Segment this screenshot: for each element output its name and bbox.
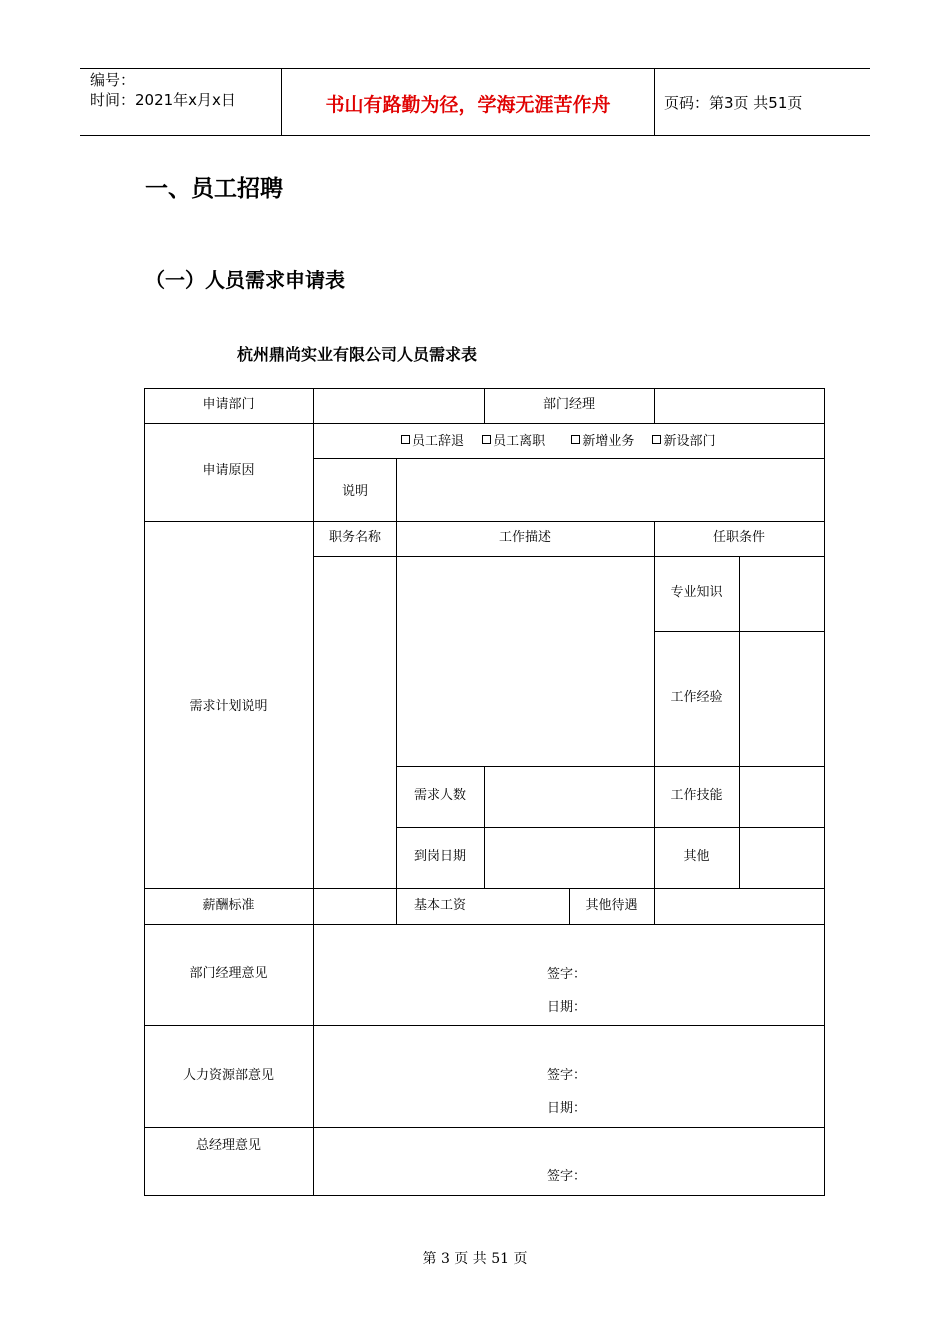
label-job-description: 工作描述	[498, 529, 551, 545]
table-title: 杭州鼎尚实业有限公司人员需求表	[237, 345, 478, 364]
base-salary-field[interactable]	[485, 889, 569, 924]
label-hr-opinion: 人力资源部意见	[182, 1067, 274, 1083]
header-top-rule	[80, 68, 870, 69]
label-base-salary: 基本工资	[413, 897, 466, 913]
requisition-form	[144, 388, 825, 1196]
work-experience-field[interactable]	[740, 632, 824, 766]
label-start-date: 到岗日期	[413, 849, 466, 864]
label-salary-standard: 薪酬标准	[202, 897, 255, 913]
label-dept-manager-opinion: 部门经理意见	[189, 966, 268, 981]
checkbox-icon	[652, 435, 661, 444]
label-qualifications: 任职条件	[712, 529, 765, 545]
header-motto: 书山有路勤为径，学海无涯苦作舟	[325, 94, 611, 116]
reason-option-resignation[interactable]: 员工离职	[482, 430, 545, 449]
subsection-title: （一）人员需求申请表	[145, 268, 345, 292]
page-footer: 第 3 页 共 51 页	[422, 1251, 528, 1267]
label-headcount: 需求人数	[413, 788, 466, 803]
label-job-title: 职务名称	[328, 529, 381, 545]
label-plan-description: 需求计划说明	[189, 699, 268, 714]
label-professional-knowledge: 专业知识	[670, 584, 723, 600]
header-page-info: 页码：第3页 共51页	[664, 94, 803, 112]
section-title: 一、员工招聘	[145, 176, 283, 202]
label-work-skills: 工作技能	[670, 788, 723, 803]
salary-standard-field[interactable]	[314, 889, 396, 924]
professional-knowledge-field[interactable]	[740, 557, 824, 631]
reason-option-new-dept[interactable]: 新设部门	[652, 430, 715, 449]
label-work-experience: 工作经验	[670, 689, 723, 705]
label-other: 其他	[683, 849, 710, 864]
start-date-field[interactable]	[485, 828, 654, 888]
hr-date-label: 日期：	[547, 1101, 587, 1116]
gm-opinion-field[interactable]	[314, 1128, 824, 1195]
other-benefits-field[interactable]	[655, 889, 824, 924]
label-gm-opinion: 总经理意见	[195, 1138, 261, 1153]
job-title-field[interactable]	[314, 557, 396, 888]
hr-sign-label: 签字：	[547, 1068, 587, 1083]
header-divider	[654, 68, 655, 136]
job-description-field[interactable]	[397, 557, 654, 766]
checkbox-icon	[482, 435, 491, 444]
dept-manager-sign-label: 签字：	[547, 967, 587, 982]
gm-sign-label: 签字：	[547, 1169, 587, 1184]
work-skills-field[interactable]	[740, 767, 824, 827]
header-number-label: 编号：	[90, 71, 136, 89]
label-other-benefits: 其他待遇	[585, 897, 638, 913]
dept-manager-date-label: 日期：	[547, 1000, 587, 1015]
dept-manager-field[interactable]	[655, 388, 824, 423]
reason-option-new-business[interactable]: 新增业务	[571, 430, 634, 449]
explanation-field[interactable]	[397, 459, 824, 521]
reason-options	[401, 430, 729, 449]
header-bottom-rule	[80, 135, 870, 136]
label-apply-reason: 申请原因	[202, 462, 255, 478]
header-time-label: 时间：2021年x月x日	[90, 91, 236, 109]
other-field[interactable]	[740, 828, 824, 888]
checkbox-icon	[401, 435, 410, 444]
reason-option-dismissal[interactable]: 员工辞退	[401, 430, 464, 449]
apply-dept-field[interactable]	[314, 388, 484, 423]
label-explanation: 说明	[341, 484, 368, 499]
checkbox-icon	[571, 435, 580, 444]
label-dept-manager: 部门经理	[542, 396, 595, 412]
label-apply-dept: 申请部门	[202, 396, 255, 412]
headcount-field[interactable]	[485, 767, 654, 827]
